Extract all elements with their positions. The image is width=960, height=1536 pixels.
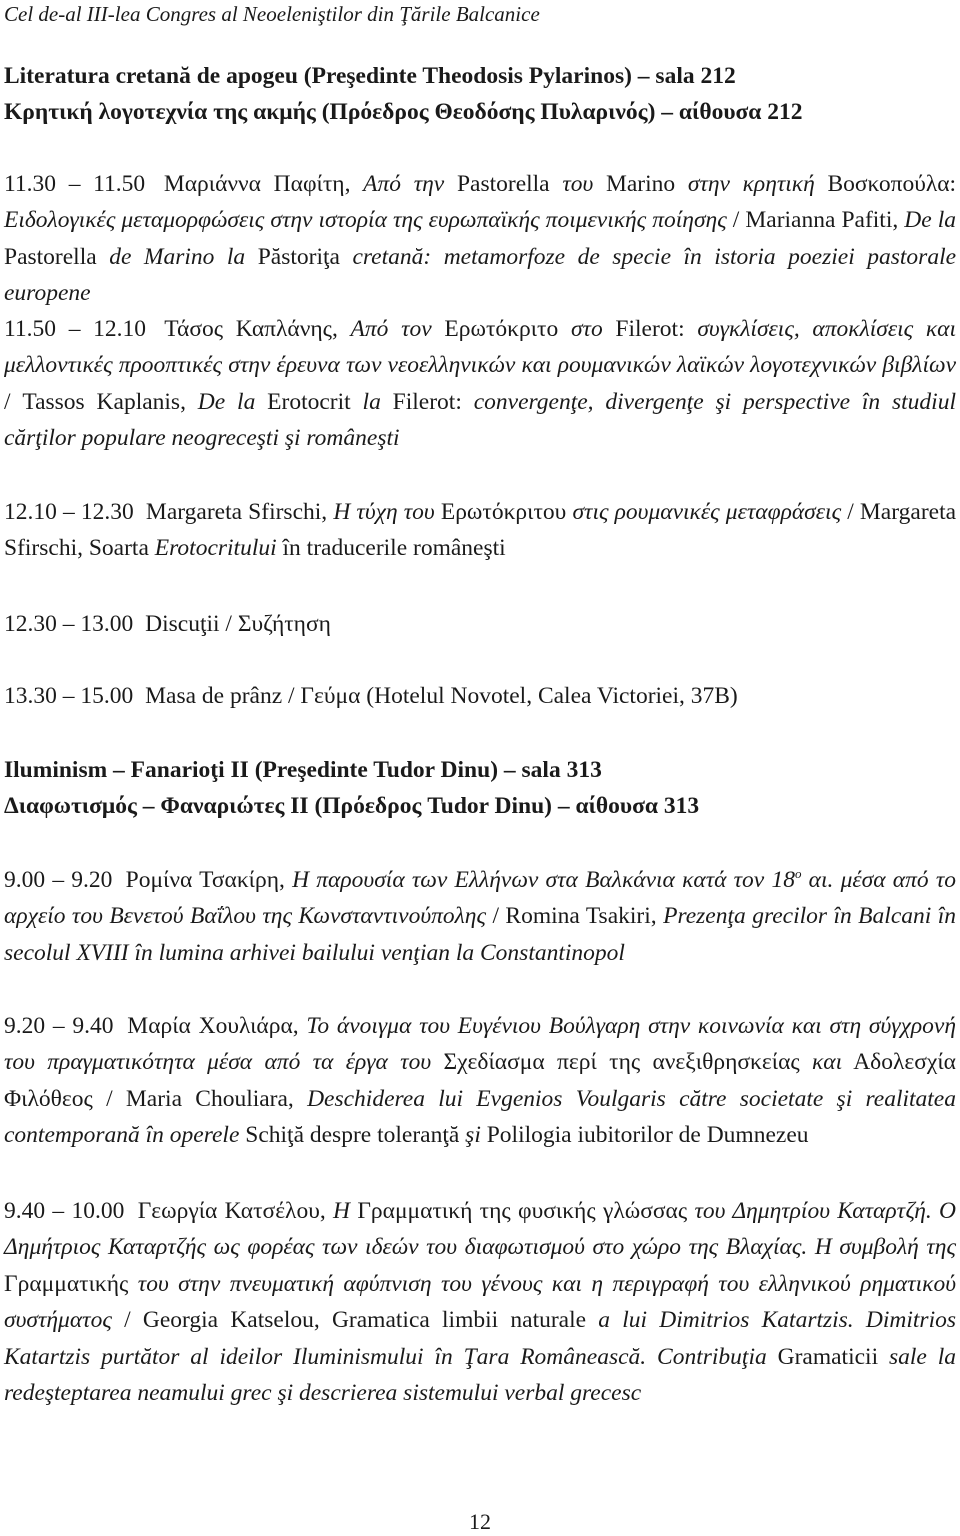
- title-segment: Filerot:: [615, 316, 685, 342]
- program-item-sfirschi: [4, 494, 956, 567]
- section-title-el: Κρητική λογοτεχνία της ακμής (Πρόεδρος Θεοδόσης Πυλαρινός) – αίθουσα 212: [4, 99, 803, 125]
- page-number: 12: [469, 1509, 491, 1534]
- title-segment: Pastorella: [4, 243, 97, 270]
- program-item-chouliara: [4, 1008, 956, 1154]
- title-segment: în traducerile româneşti: [282, 535, 506, 562]
- section-title-literatura-cretana: [4, 58, 803, 130]
- program-item-tsakiri: [4, 862, 956, 971]
- title-segment: του: [562, 171, 594, 197]
- time-slot: 9.40 – 10.00: [4, 1198, 125, 1224]
- time-slot: 9.20 – 9.40: [4, 1013, 114, 1039]
- speaker-name-translated: / Margareta Sfirschi,: [4, 499, 957, 562]
- title-segment: στο: [570, 316, 603, 342]
- title-segment: Το άνοιγμα του Ευγένιου Βούλγαρη στην κοινωνία και στη σύγχρονή του πραγματικότητα μέσα από τα έργα του: [4, 1013, 956, 1076]
- section-title-iluminism: [4, 752, 699, 824]
- speaker-name: Ρομίνα Τσακίρη,: [125, 867, 285, 893]
- title-segment: Deschiderea lui Evgenios Voulgaris către societate şi realitatea contemporană în operele: [4, 1085, 956, 1149]
- section-title-ro: Literatura cretană de apogeu (Preşedinte Theodosis Pylarinos) – sala 212: [4, 63, 736, 89]
- time-slot: 11.30 – 11.50: [4, 171, 146, 197]
- title-segment: de Marino la: [109, 243, 246, 270]
- title-segment: sale la redeşteptarea neamului grec şi descrierea sistemului verbal grecesc: [4, 1343, 957, 1407]
- title-segment: [292, 867, 801, 893]
- program-item-discussion: [4, 606, 956, 642]
- section-title-ro: Iluminism – Fanarioţi II (Preşedinte Tudor Dinu) – sala 313: [4, 757, 602, 783]
- program-item-pafiti: [4, 166, 956, 312]
- title-segment: Pastorella: [456, 171, 550, 197]
- title-segment: Prezenţa grecilor în Balcani în secolul XVIII în lumina arhivei bailului venţian la Constantinopol: [4, 903, 956, 966]
- title-segment: De la: [197, 388, 256, 415]
- lunch-label: Masa de prânz / Γεύμα (Hotelul Novotel, Calea Victoriei, 37B): [145, 683, 738, 709]
- title-segment: Filerot:: [392, 388, 462, 415]
- speaker-name: Μαρία Χουλιάρα,: [127, 1013, 299, 1039]
- title-segment: Η: [333, 1198, 351, 1224]
- speaker-name: Μαριάννα Παφίτη,: [163, 171, 351, 197]
- program-item-lunch: [4, 678, 956, 714]
- speaker-name: Margareta Sfirschi,: [145, 499, 328, 525]
- title-segment: Από την: [363, 171, 445, 197]
- title-segment: şi: [465, 1122, 481, 1149]
- speaker-name-translated: / Maria Chouliara,: [106, 1085, 294, 1112]
- speaker-name-translated: / Tassos Kaplanis,: [4, 388, 186, 415]
- program-item-kaplanis: [4, 311, 956, 457]
- title-segment: Erotocrit: [267, 388, 351, 415]
- title-segment: convergenţe, divergenţe şi perspective în studiul cărţilor populare neogreceşti şi româneşti: [4, 388, 956, 452]
- title-segment: Soarta: [88, 535, 149, 562]
- title-segment: συγκλίσεις, αποκλίσεις και μελλοντικές προοπτικές στην έρευνα των νεοελληνικών και ρουμανικών λαϊκών λογοτεχνικών βιβλίων: [4, 316, 957, 379]
- title-segment: De la: [904, 207, 957, 234]
- time-slot: 13.30 – 15.00: [4, 683, 134, 709]
- title-segment: Ειδολογικές μεταμορφώσεις στην ιστορία της ευρωπαϊκής ποιμενικής ποίησης: [4, 207, 727, 234]
- section-title-el: Διαφωτισμός – Φαναριώτες II (Πρόεδρος Tudor Dinu) – αίθουσα 313: [4, 793, 700, 819]
- speaker-name: Γεωργία Κατσέλου,: [137, 1198, 326, 1224]
- discussion-label: Discuţii / Συζήτηση: [145, 611, 331, 637]
- title-segment: και: [812, 1049, 843, 1076]
- title-segment: Από τον: [350, 316, 432, 342]
- title-segment: στις ρουμανικές μεταφράσεις: [572, 499, 842, 525]
- title-segment: αι. μέσα από το αρχείο του Βενετού Βαΐλου της Κωνσταντινούπολης: [4, 867, 957, 930]
- title-segment: Ερωτόκριτο: [444, 316, 559, 342]
- title-segment: Βοσκοπούλα:: [827, 171, 957, 197]
- ordinal-superscript: ο: [794, 866, 802, 882]
- title-segment: στην κρητική: [687, 171, 815, 197]
- title-segment: Γραμματικής: [4, 1270, 129, 1297]
- speaker-name-translated: / Marianna Pafiti,: [732, 207, 899, 234]
- title-segment: cretană: metamorfoze de specie în istoria poeziei pastorale europene: [4, 243, 957, 307]
- speaker-name-translated: / Romina Tsakiri,: [492, 903, 657, 930]
- speaker-name: Τάσος Καπλάνης,: [164, 316, 338, 342]
- running-header: Cel de-al III-lea Congres al Neoeleniştilor din Ţările Balcanice: [4, 2, 540, 26]
- title-segment: Γραμματική της φυσικής γλώσσας: [357, 1198, 688, 1224]
- title-segment: Gramatica limbii naturale: [331, 1307, 587, 1334]
- time-slot: 9.00 – 9.20: [4, 867, 113, 893]
- title-segment: Schiţă despre toleranţă: [245, 1122, 460, 1149]
- speaker-name-translated: / Georgia Katselou,: [124, 1307, 320, 1334]
- program-item-katselou: [4, 1193, 956, 1411]
- title-segment: la: [362, 388, 381, 415]
- title-segment: Η τύχη του: [333, 499, 435, 525]
- title-segment: του στην πνευματική αφύπνιση του γένους και η περιγραφή του ελληνικού ρηματικού συστήματος: [4, 1270, 957, 1334]
- title-text: Η παρουσία των Ελλήνων στα Βαλκάνια κατά τον 18: [292, 867, 795, 893]
- time-slot: 12.10 – 12.30: [4, 499, 134, 525]
- time-slot: 12.30 – 13.00: [4, 611, 134, 637]
- time-slot: 11.50 – 12.10: [4, 316, 147, 342]
- title-segment: Polilogia iubitorilor de Dumnezeu: [486, 1122, 809, 1149]
- title-segment: Gramaticii: [777, 1343, 879, 1370]
- title-segment: a lui Dimitrios Katartzis. Dimitrios Katartzis purtător al ideilor Iluminismului în Ţara Românească. Contribuţia: [4, 1307, 956, 1370]
- title-segment: Σχεδίασμα περί της ανεξιθρησκείας: [443, 1049, 800, 1076]
- title-segment: Αδολεσχία Φιλόθεος: [4, 1049, 956, 1112]
- title-segment: Ερωτόκριτου: [440, 499, 567, 525]
- title-segment: Marino: [605, 171, 676, 197]
- title-segment: του Δημητρίου Καταρτζή. Ο Δημήτριος Καταρτζής ως φορέας των ιδεών του διαφωτισμού στο χώρο της Βλαχίας. Η συμβολή της: [4, 1198, 957, 1261]
- title-segment: Erotocritului: [154, 535, 277, 562]
- title-segment: Păstoriţa: [257, 243, 340, 270]
